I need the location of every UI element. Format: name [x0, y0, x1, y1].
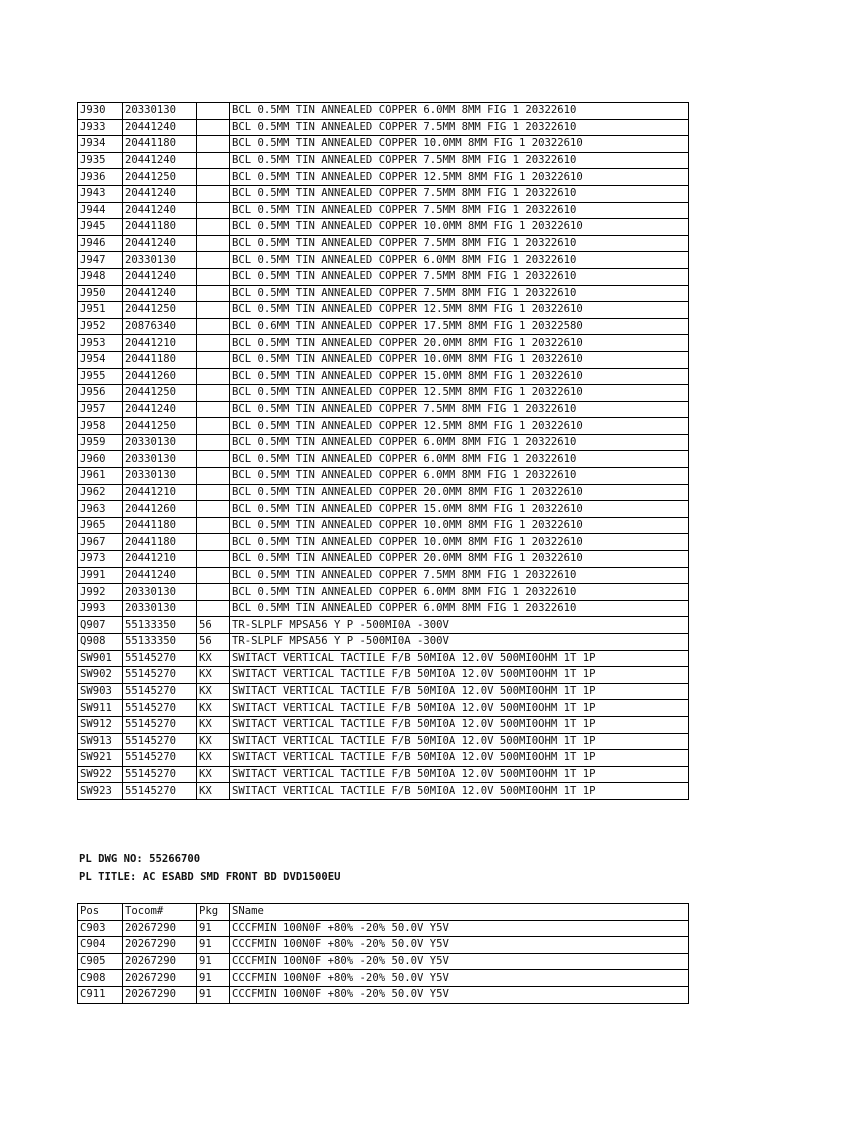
cell-part-number: 20330130	[123, 600, 197, 617]
cell-package	[197, 501, 230, 518]
table-row	[78, 904, 689, 921]
cell-position: J965	[78, 517, 123, 534]
table-row	[78, 136, 689, 153]
cell-part-number: 20441240	[123, 567, 197, 584]
table-row	[78, 152, 689, 169]
table-row	[78, 783, 689, 800]
cell-description: CCCFMIN 100N0F +80% -20% 50.0V Y5V	[230, 937, 689, 954]
cell-package: 56	[197, 617, 230, 634]
cell-package	[197, 152, 230, 169]
cell-package	[197, 302, 230, 319]
cell-part-number: 20441180	[123, 534, 197, 551]
cell-package: Pkg	[197, 904, 230, 921]
cell-package	[197, 252, 230, 269]
table-row	[78, 235, 689, 252]
table-row	[78, 986, 689, 1003]
table-row	[78, 484, 689, 501]
table-row	[78, 634, 689, 651]
cell-package	[197, 567, 230, 584]
table-row	[78, 468, 689, 485]
table-row	[78, 617, 689, 634]
table-row	[78, 401, 689, 418]
cell-position: J955	[78, 368, 123, 385]
cell-description: CCCFMIN 100N0F +80% -20% 50.0V Y5V	[230, 986, 689, 1003]
cell-description: BCL 0.5MM TIN ANNEALED COPPER 6.0MM 8MM FIG 1 20322610	[230, 600, 689, 617]
cell-package: KX	[197, 700, 230, 717]
cell-description: BCL 0.5MM TIN ANNEALED COPPER 10.0MM 8MM FIG 1 20322610	[230, 351, 689, 368]
table-row	[78, 368, 689, 385]
cell-position: Pos	[78, 904, 123, 921]
table-row	[78, 970, 689, 987]
table-row	[78, 351, 689, 368]
cell-package	[197, 185, 230, 202]
cell-package: KX	[197, 750, 230, 767]
table-row	[78, 750, 689, 767]
cell-part-number: 55145270	[123, 783, 197, 800]
cell-description: TR-SLPLF MPSA56 Y P -500MI0A -300V	[230, 617, 689, 634]
table-row	[78, 534, 689, 551]
table-row	[78, 169, 689, 186]
parts-table-1-body	[78, 103, 689, 800]
cell-description: BCL 0.5MM TIN ANNEALED COPPER 7.5MM 8MM FIG 1 20322610	[230, 235, 689, 252]
parts-table-2	[77, 903, 689, 1004]
cell-description: TR-SLPLF MPSA56 Y P -500MI0A -300V	[230, 634, 689, 651]
cell-description: BCL 0.5MM TIN ANNEALED COPPER 20.0MM 8MM FIG 1 20322610	[230, 335, 689, 352]
cell-part-number: 20267290	[123, 937, 197, 954]
table-row	[78, 501, 689, 518]
cell-package	[197, 219, 230, 236]
cell-description: BCL 0.5MM TIN ANNEALED COPPER 12.5MM 8MM FIG 1 20322610	[230, 385, 689, 402]
parts-list-title: PL TITLE: AC ESABD SMD FRONT BD DVD1500EU	[79, 871, 341, 883]
cell-package	[197, 235, 230, 252]
cell-position: SW911	[78, 700, 123, 717]
table-row	[78, 700, 689, 717]
cell-position: J935	[78, 152, 123, 169]
cell-part-number: 20441240	[123, 268, 197, 285]
cell-position: J956	[78, 385, 123, 402]
cell-description: BCL 0.5MM TIN ANNEALED COPPER 7.5MM 8MM FIG 1 20322610	[230, 401, 689, 418]
cell-package	[197, 285, 230, 302]
cell-part-number: 20330130	[123, 584, 197, 601]
cell-position: J953	[78, 335, 123, 352]
cell-part-number: 20441210	[123, 551, 197, 568]
cell-description: CCCFMIN 100N0F +80% -20% 50.0V Y5V	[230, 953, 689, 970]
cell-position: C904	[78, 937, 123, 954]
cell-description: SWITACT VERTICAL TACTILE F/B 50MI0A 12.0V 500MI0OHM 1T 1P	[230, 700, 689, 717]
cell-package	[197, 268, 230, 285]
table-row	[78, 716, 689, 733]
cell-position: J944	[78, 202, 123, 219]
cell-part-number: 55133350	[123, 617, 197, 634]
cell-position: SW912	[78, 716, 123, 733]
table-row	[78, 650, 689, 667]
cell-description: SWITACT VERTICAL TACTILE F/B 50MI0A 12.0V 500MI0OHM 1T 1P	[230, 733, 689, 750]
cell-position: J959	[78, 434, 123, 451]
cell-position: C911	[78, 986, 123, 1003]
cell-description: BCL 0.5MM TIN ANNEALED COPPER 6.0MM 8MM FIG 1 20322610	[230, 103, 689, 120]
cell-position: J962	[78, 484, 123, 501]
cell-position: SW921	[78, 750, 123, 767]
cell-package: KX	[197, 716, 230, 733]
cell-description: SWITACT VERTICAL TACTILE F/B 50MI0A 12.0V 500MI0OHM 1T 1P	[230, 766, 689, 783]
cell-package: KX	[197, 667, 230, 684]
cell-part-number: 20441240	[123, 235, 197, 252]
cell-position: J958	[78, 418, 123, 435]
cell-position: J945	[78, 219, 123, 236]
cell-position: J961	[78, 468, 123, 485]
cell-position: Q907	[78, 617, 123, 634]
cell-description: BCL 0.5MM TIN ANNEALED COPPER 12.5MM 8MM FIG 1 20322610	[230, 302, 689, 319]
table-row	[78, 567, 689, 584]
cell-package: 91	[197, 937, 230, 954]
cell-description: CCCFMIN 100N0F +80% -20% 50.0V Y5V	[230, 920, 689, 937]
cell-description: SWITACT VERTICAL TACTILE F/B 50MI0A 12.0V 500MI0OHM 1T 1P	[230, 683, 689, 700]
cell-package	[197, 169, 230, 186]
cell-position: SW913	[78, 733, 123, 750]
cell-position: J954	[78, 351, 123, 368]
cell-part-number: 20441240	[123, 152, 197, 169]
cell-description: BCL 0.5MM TIN ANNEALED COPPER 20.0MM 8MM FIG 1 20322610	[230, 484, 689, 501]
table-row	[78, 920, 689, 937]
cell-package: 91	[197, 953, 230, 970]
cell-package	[197, 418, 230, 435]
table-row	[78, 517, 689, 534]
cell-part-number: 20330130	[123, 252, 197, 269]
cell-position: J943	[78, 185, 123, 202]
cell-position: J933	[78, 119, 123, 136]
cell-part-number: 20441180	[123, 517, 197, 534]
cell-description: BCL 0.5MM TIN ANNEALED COPPER 10.0MM 8MM FIG 1 20322610	[230, 534, 689, 551]
cell-description: BCL 0.5MM TIN ANNEALED COPPER 10.0MM 8MM FIG 1 20322610	[230, 136, 689, 153]
cell-position: Q908	[78, 634, 123, 651]
cell-part-number: 20267290	[123, 970, 197, 987]
table-row	[78, 268, 689, 285]
cell-part-number: 20441250	[123, 169, 197, 186]
cell-package: 91	[197, 986, 230, 1003]
cell-part-number: 20330130	[123, 434, 197, 451]
table-row	[78, 185, 689, 202]
cell-package	[197, 385, 230, 402]
cell-part-number: 20441250	[123, 302, 197, 319]
table-row	[78, 335, 689, 352]
table-row	[78, 953, 689, 970]
cell-part-number: 20330130	[123, 103, 197, 120]
cell-description: BCL 0.5MM TIN ANNEALED COPPER 12.5MM 8MM FIG 1 20322610	[230, 169, 689, 186]
cell-part-number: 55145270	[123, 667, 197, 684]
cell-position: J993	[78, 600, 123, 617]
table-row	[78, 667, 689, 684]
parts-table-2-body	[78, 904, 689, 1004]
table-row	[78, 733, 689, 750]
cell-package	[197, 468, 230, 485]
cell-package: KX	[197, 650, 230, 667]
cell-package	[197, 551, 230, 568]
cell-position: J957	[78, 401, 123, 418]
parts-table-1	[77, 102, 689, 800]
cell-position: J936	[78, 169, 123, 186]
cell-position: C908	[78, 970, 123, 987]
cell-description: BCL 0.5MM TIN ANNEALED COPPER 6.0MM 8MM FIG 1 20322610	[230, 468, 689, 485]
cell-part-number: 20441260	[123, 368, 197, 385]
cell-position: SW903	[78, 683, 123, 700]
cell-description: BCL 0.6MM TIN ANNEALED COPPER 17.5MM 8MM FIG 1 20322580	[230, 318, 689, 335]
cell-description: BCL 0.5MM TIN ANNEALED COPPER 7.5MM 8MM FIG 1 20322610	[230, 152, 689, 169]
cell-position: J946	[78, 235, 123, 252]
cell-position: J947	[78, 252, 123, 269]
cell-part-number: Tocom#	[123, 904, 197, 921]
cell-part-number: 20441180	[123, 351, 197, 368]
cell-description: BCL 0.5MM TIN ANNEALED COPPER 6.0MM 8MM FIG 1 20322610	[230, 451, 689, 468]
cell-position: J930	[78, 103, 123, 120]
cell-description: BCL 0.5MM TIN ANNEALED COPPER 10.0MM 8MM FIG 1 20322610	[230, 517, 689, 534]
table-row	[78, 766, 689, 783]
table-row	[78, 202, 689, 219]
table-row	[78, 103, 689, 120]
cell-part-number: 20441180	[123, 136, 197, 153]
cell-description: CCCFMIN 100N0F +80% -20% 50.0V Y5V	[230, 970, 689, 987]
cell-part-number: 20267290	[123, 920, 197, 937]
cell-package	[197, 534, 230, 551]
cell-description: BCL 0.5MM TIN ANNEALED COPPER 12.5MM 8MM FIG 1 20322610	[230, 418, 689, 435]
cell-position: J952	[78, 318, 123, 335]
cell-part-number: 55145270	[123, 683, 197, 700]
cell-part-number: 20330130	[123, 451, 197, 468]
cell-position: J951	[78, 302, 123, 319]
cell-package	[197, 136, 230, 153]
cell-part-number: 20441240	[123, 185, 197, 202]
cell-part-number: 20441240	[123, 401, 197, 418]
table-row	[78, 318, 689, 335]
cell-position: J973	[78, 551, 123, 568]
cell-package	[197, 401, 230, 418]
cell-package	[197, 202, 230, 219]
cell-part-number: 20330130	[123, 468, 197, 485]
cell-part-number: 20267290	[123, 986, 197, 1003]
cell-position: J991	[78, 567, 123, 584]
cell-description: SName	[230, 904, 689, 921]
cell-description: SWITACT VERTICAL TACTILE F/B 50MI0A 12.0V 500MI0OHM 1T 1P	[230, 650, 689, 667]
cell-description: BCL 0.5MM TIN ANNEALED COPPER 15.0MM 8MM FIG 1 20322610	[230, 368, 689, 385]
cell-part-number: 55145270	[123, 716, 197, 733]
cell-part-number: 20441240	[123, 202, 197, 219]
cell-package	[197, 451, 230, 468]
cell-package	[197, 335, 230, 352]
cell-position: SW902	[78, 667, 123, 684]
cell-package	[197, 434, 230, 451]
cell-description: BCL 0.5MM TIN ANNEALED COPPER 6.0MM 8MM FIG 1 20322610	[230, 252, 689, 269]
cell-part-number: 20441210	[123, 335, 197, 352]
cell-description: BCL 0.5MM TIN ANNEALED COPPER 15.0MM 8MM FIG 1 20322610	[230, 501, 689, 518]
cell-description: BCL 0.5MM TIN ANNEALED COPPER 10.0MM 8MM FIG 1 20322610	[230, 219, 689, 236]
cell-position: C905	[78, 953, 123, 970]
cell-part-number: 20441180	[123, 219, 197, 236]
cell-position: J948	[78, 268, 123, 285]
table-row	[78, 302, 689, 319]
cell-part-number: 55145270	[123, 700, 197, 717]
table-row	[78, 385, 689, 402]
cell-description: SWITACT VERTICAL TACTILE F/B 50MI0A 12.0V 500MI0OHM 1T 1P	[230, 716, 689, 733]
table-row	[78, 451, 689, 468]
table-row	[78, 252, 689, 269]
drawing-number: PL DWG NO: 55266700	[79, 853, 201, 865]
cell-description: BCL 0.5MM TIN ANNEALED COPPER 7.5MM 8MM FIG 1 20322610	[230, 202, 689, 219]
table-row	[78, 551, 689, 568]
cell-description: BCL 0.5MM TIN ANNEALED COPPER 6.0MM 8MM FIG 1 20322610	[230, 584, 689, 601]
cell-part-number: 55145270	[123, 750, 197, 767]
cell-part-number: 20267290	[123, 953, 197, 970]
cell-package: KX	[197, 733, 230, 750]
cell-part-number: 55133350	[123, 634, 197, 651]
cell-package: KX	[197, 766, 230, 783]
cell-description: BCL 0.5MM TIN ANNEALED COPPER 7.5MM 8MM FIG 1 20322610	[230, 567, 689, 584]
table-row	[78, 683, 689, 700]
cell-position: J950	[78, 285, 123, 302]
cell-description: SWITACT VERTICAL TACTILE F/B 50MI0A 12.0V 500MI0OHM 1T 1P	[230, 750, 689, 767]
cell-position: C903	[78, 920, 123, 937]
cell-position: SW901	[78, 650, 123, 667]
cell-package	[197, 484, 230, 501]
cell-description: BCL 0.5MM TIN ANNEALED COPPER 7.5MM 8MM FIG 1 20322610	[230, 185, 689, 202]
cell-part-number: 20441250	[123, 418, 197, 435]
cell-description: BCL 0.5MM TIN ANNEALED COPPER 7.5MM 8MM FIG 1 20322610	[230, 268, 689, 285]
cell-package: 91	[197, 920, 230, 937]
cell-position: SW922	[78, 766, 123, 783]
table-row	[78, 584, 689, 601]
cell-part-number: 20876340	[123, 318, 197, 335]
cell-position: SW923	[78, 783, 123, 800]
cell-part-number: 20441260	[123, 501, 197, 518]
cell-part-number: 20441240	[123, 119, 197, 136]
cell-part-number: 20441250	[123, 385, 197, 402]
cell-package	[197, 318, 230, 335]
cell-position: J960	[78, 451, 123, 468]
table-row	[78, 937, 689, 954]
cell-package: KX	[197, 783, 230, 800]
table-row	[78, 119, 689, 136]
cell-part-number: 55145270	[123, 766, 197, 783]
cell-position: J934	[78, 136, 123, 153]
cell-position: J967	[78, 534, 123, 551]
cell-package	[197, 584, 230, 601]
cell-part-number: 55145270	[123, 733, 197, 750]
cell-description: SWITACT VERTICAL TACTILE F/B 50MI0A 12.0V 500MI0OHM 1T 1P	[230, 667, 689, 684]
cell-package	[197, 517, 230, 534]
cell-package	[197, 119, 230, 136]
cell-package: 91	[197, 970, 230, 987]
table-row	[78, 418, 689, 435]
cell-description: BCL 0.5MM TIN ANNEALED COPPER 7.5MM 8MM FIG 1 20322610	[230, 119, 689, 136]
table-row	[78, 285, 689, 302]
cell-position: J963	[78, 501, 123, 518]
table-row	[78, 219, 689, 236]
cell-description: SWITACT VERTICAL TACTILE F/B 50MI0A 12.0V 500MI0OHM 1T 1P	[230, 783, 689, 800]
cell-package	[197, 351, 230, 368]
cell-package	[197, 103, 230, 120]
cell-package	[197, 600, 230, 617]
cell-description: BCL 0.5MM TIN ANNEALED COPPER 7.5MM 8MM FIG 1 20322610	[230, 285, 689, 302]
cell-description: BCL 0.5MM TIN ANNEALED COPPER 6.0MM 8MM FIG 1 20322610	[230, 434, 689, 451]
table-row	[78, 434, 689, 451]
cell-description: BCL 0.5MM TIN ANNEALED COPPER 20.0MM 8MM FIG 1 20322610	[230, 551, 689, 568]
cell-part-number: 20441210	[123, 484, 197, 501]
cell-part-number: 55145270	[123, 650, 197, 667]
cell-package: 56	[197, 634, 230, 651]
cell-position: J992	[78, 584, 123, 601]
cell-package: KX	[197, 683, 230, 700]
table-row	[78, 600, 689, 617]
cell-part-number: 20441240	[123, 285, 197, 302]
cell-package	[197, 368, 230, 385]
